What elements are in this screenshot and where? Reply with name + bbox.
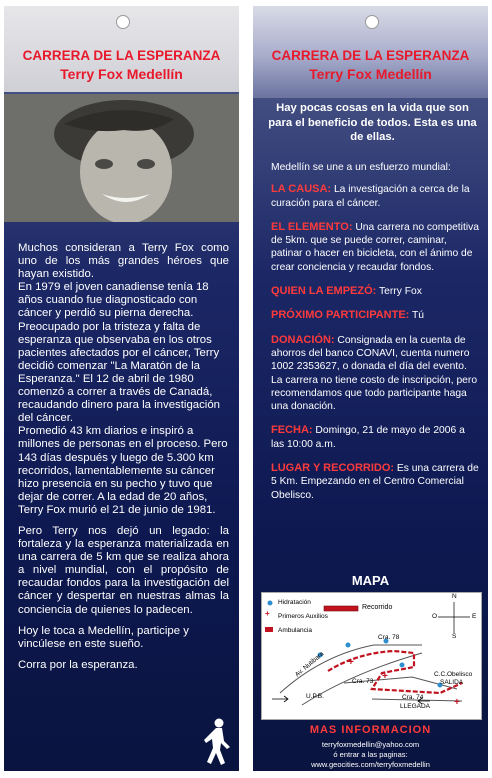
detail-place [271, 462, 480, 502]
terry-fox-photo [4, 94, 239, 222]
legend-ambulance: Ambulancia [278, 627, 312, 634]
detail-value: Una carrera no competitiva de 5km. que se puede correr, caminar, patinar o hacer en bicicleta, con el ánimo de crear conciencia y recaudar fondos. [271, 221, 479, 273]
detail-donation [271, 334, 480, 414]
street-av-nutibara: Av. Nutibara [293, 650, 326, 679]
story-paragraph: Pero Terry nos dejó un legado: la fortaleza y la esperanza materializada en una carrera de 5 km que se realiza ahora a nivel mundial, con el propósito de recaudar fondos para la investigación del cáncer y despertar en nuestras almas la conciencia de quienes lo padecen. [18, 524, 229, 616]
street-cra-74: Cra. 74 [402, 694, 424, 701]
detail-value: Domingo, 21 de mayo de 2006 a las 10:00 a.m. [271, 425, 465, 450]
contact-email: terryfoxmedellin@yahoo.com [321, 740, 420, 749]
story-paragraph: Muchos consideran a Terry Fox como uno de los más grandes héroes que hayan existido. [18, 242, 229, 281]
legend-route: Recorrido [362, 604, 393, 611]
detail-element [271, 221, 480, 274]
punch-hole [365, 15, 379, 29]
detail-label: DONACIÓN: [271, 333, 335, 346]
header-subtitle: Terry Fox Medellín [309, 66, 432, 82]
terry-fox-story [18, 242, 229, 680]
header-title: CARRERA DE LA ESPERANZA [271, 48, 470, 63]
street-cra-78: Cra. 78 [378, 634, 400, 641]
place-llegada: LLEGADA [400, 703, 430, 710]
compass-e: E [472, 613, 477, 620]
svg-text:+: + [265, 609, 270, 618]
medellin-intro: Medellín se une a un esfuerzo mundial: [271, 162, 451, 173]
right-bookmark-card [253, 6, 488, 771]
punch-hole [116, 15, 130, 29]
svg-text:+: + [454, 697, 460, 708]
place-upb: U.P.B. [306, 693, 324, 700]
story-paragraph: Promedió 43 km diarios e inspiró a millones de personas en el proceso. Pero 143 días después y luego de 5.300 km recorridos, lamentablemente su cáncer hizo presencia en su pecho y tuvo que dejar de correr. A la edad de 20 años, Terry Fox murió el 21 de junio de 1981. [18, 425, 228, 516]
header-subtitle: Terry Fox Medellín [60, 66, 183, 82]
intro-text: Hay pocas cosas en la vida que son para el beneficio de todos. Esta es una de ellas. [268, 102, 477, 143]
street-cra-73: Cra. 73 [352, 678, 374, 685]
pages-intro: ó entrar a las paginas: [333, 750, 408, 759]
story-paragraph: Hoy le toca a Medellín, participe y vincúlese en este sueño. [18, 624, 189, 650]
route-map [261, 592, 482, 720]
detail-founder [271, 285, 480, 298]
place-obelisco: C.C.Obelisco [434, 671, 473, 678]
map-title: MAPA [351, 573, 390, 588]
detail-label: QUIEN LA EMPEZÓ: [271, 285, 377, 298]
event-details [271, 161, 480, 513]
detail-value: Es una carrera de 5 Km. Empezando en el Centro Comercial Obelisco. [271, 463, 479, 501]
detail-value: Consignada en la cuenta de ahorros del banco CONAVI, cuenta numero 1002 2353627, o donada el día del evento. La carrera no tiene costo de inscripción, pero recomendamos que todo participante haga una donación. [271, 334, 478, 413]
detail-value: Terry Fox [376, 286, 422, 298]
header-title: CARRERA DE LA ESPERANZA [22, 48, 221, 63]
compass-s: S [452, 633, 457, 640]
detail-cause [271, 183, 480, 210]
detail-date [271, 424, 480, 451]
left-bookmark-card [4, 6, 239, 771]
svg-text:+: + [348, 657, 354, 668]
detail-label: LUGAR Y RECORRIDO: [271, 462, 395, 475]
detail-label: FECHA: [271, 424, 313, 437]
detail-label: PRÓXIMO PARTICIPANTE: [271, 309, 410, 322]
detail-value: Tú [409, 310, 425, 322]
svg-text:+: + [382, 671, 388, 682]
story-paragraph: En 1979 el joven canadiense tenía 18 años cuando fue diagnosticado con cáncer y perdió su pierna derecha. Preocupado por la tristeza y falta de esperanza que observaba en los otros pacientes afectados por el cáncer, Terry decidió comenzar "La Maratón de la Esperanza." El 12 de abril de 1980 comenzó a correr a través de Canadá, recaudando dinero para la investigación del cáncer. [18, 281, 221, 425]
place-salida: SALIDA [440, 679, 464, 686]
website-url: www.geocities.com/terryfoxmedellin [311, 760, 430, 769]
more-info-title: MAS INFORMACION [309, 724, 432, 736]
legend-hydration: Hidratación [278, 599, 311, 606]
runner-silhouette-icon [199, 717, 233, 767]
compass-o: O [432, 613, 438, 620]
detail-value: La investigación a cerca de la curación para el cáncer. [271, 184, 470, 209]
detail-label: LA CAUSA: [271, 183, 332, 196]
detail-label: EL ELEMENTO: [271, 220, 353, 233]
detail-next-participant [271, 309, 480, 322]
compass-n: N [452, 593, 457, 600]
legend-first-aid: Primeros Auxilios [278, 613, 328, 620]
story-paragraph: Corra por la esperanza. [18, 658, 138, 671]
